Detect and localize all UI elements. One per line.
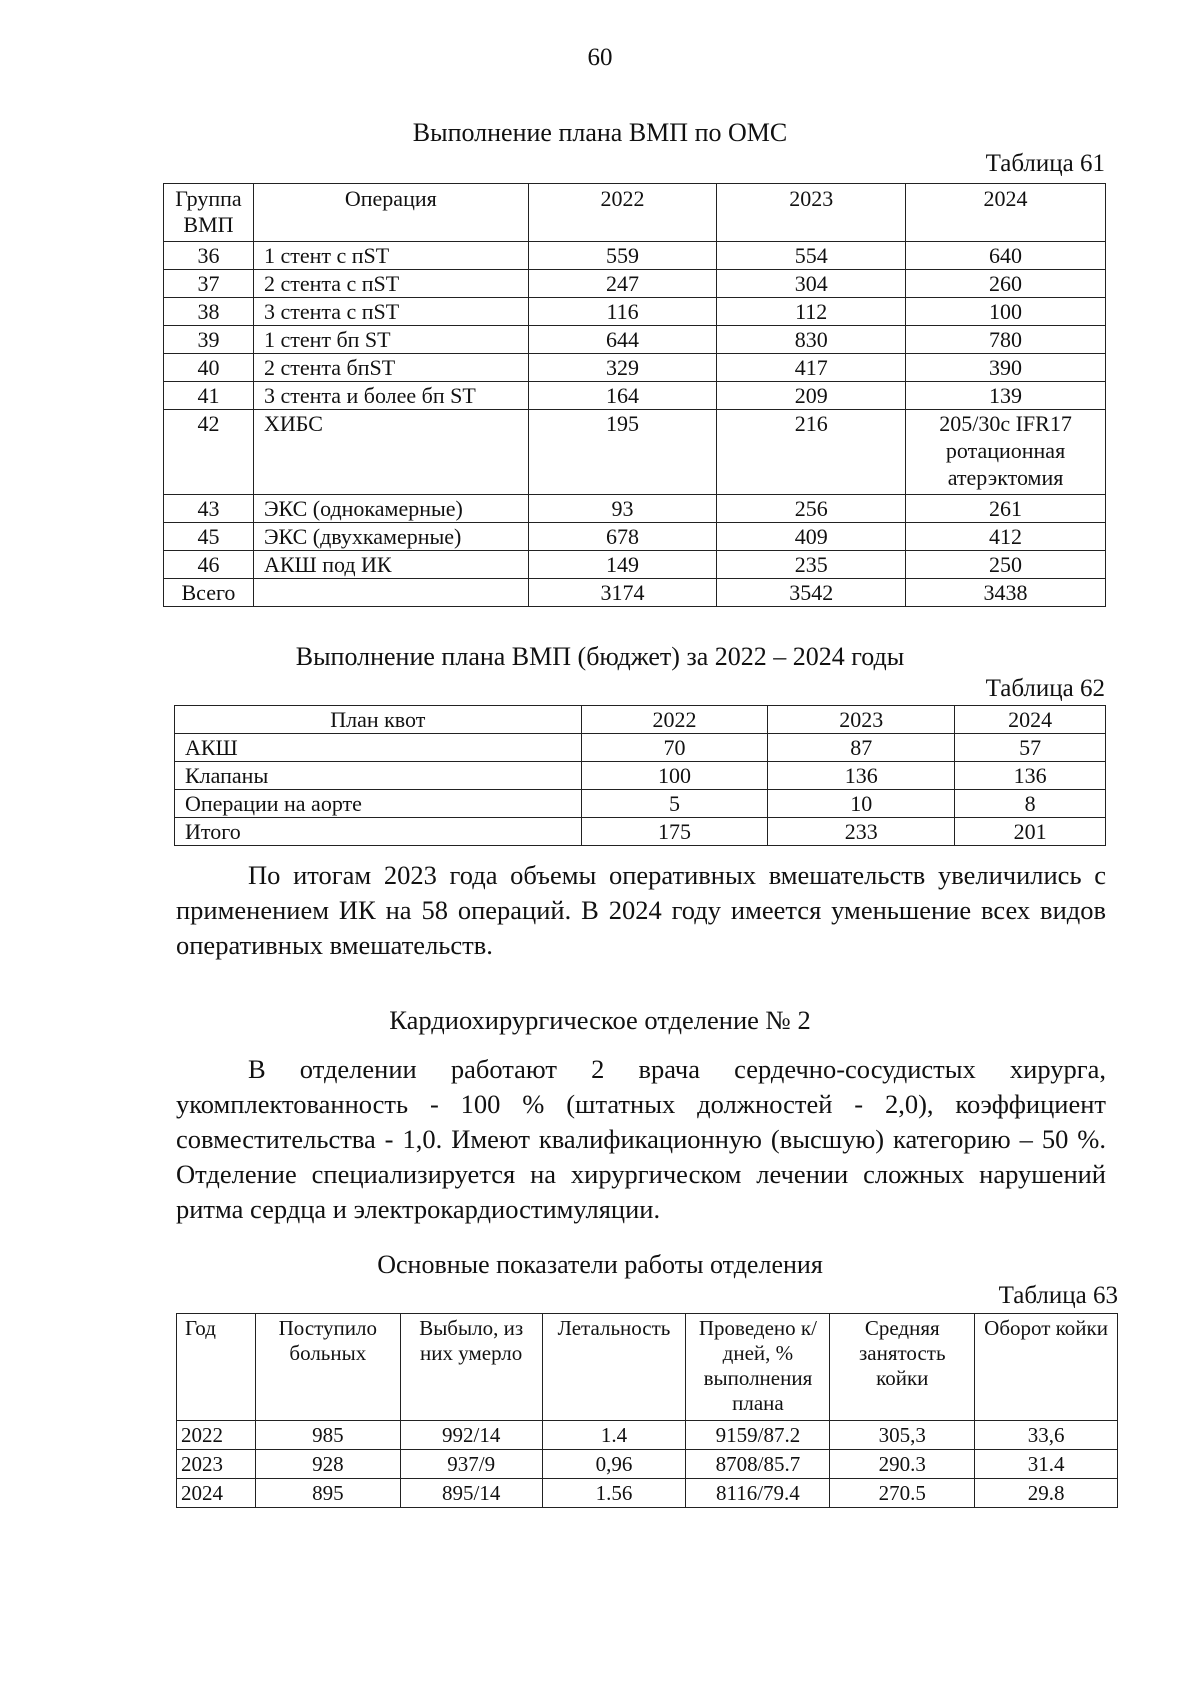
cell-year: 2024 — [177, 1479, 256, 1508]
table-row — [175, 734, 1106, 762]
cell-name: Итого — [175, 818, 582, 846]
cell-2023: 216 — [717, 410, 906, 495]
cell-2022: 247 — [528, 270, 717, 298]
table-row — [175, 790, 1106, 818]
section-heading: Кардиохирургическое отделение № 2 — [389, 1005, 811, 1035]
table-row — [177, 1421, 1118, 1450]
cell-2023: 233 — [768, 818, 955, 846]
header-cell: Выбыло, из них умерло — [400, 1314, 542, 1421]
header-cell: Поступило больных — [255, 1314, 400, 1421]
header-cell: 2022 — [581, 706, 768, 734]
cell-year: 2022 — [177, 1421, 256, 1450]
table-total-row — [164, 579, 1106, 607]
cell-2022: 116 — [528, 298, 717, 326]
cell-mortality: 1.4 — [542, 1421, 686, 1450]
cell-occupancy: 290.3 — [830, 1450, 975, 1479]
cell-group: 43 — [164, 495, 254, 523]
cell-group: 39 — [164, 326, 254, 354]
cell-turnover: 29.8 — [975, 1479, 1118, 1508]
cell-2022: 93 — [528, 495, 717, 523]
cell-2022: 70 — [581, 734, 768, 762]
header-cell: Оборот койки — [975, 1314, 1118, 1421]
header-cell: 2023 — [717, 184, 906, 242]
cell-group: 38 — [164, 298, 254, 326]
table-row — [175, 818, 1106, 846]
cell-name: Операции на аорте — [175, 790, 582, 818]
cell-mortality: 0,96 — [542, 1450, 686, 1479]
cell-name: АКШ — [175, 734, 582, 762]
cell-2023: 830 — [717, 326, 906, 354]
cell-2023: 209 — [717, 382, 906, 410]
cell-2022: 678 — [528, 523, 717, 551]
cell-2024: 260 — [906, 270, 1106, 298]
cell-turnover: 33,6 — [975, 1421, 1118, 1450]
cell-2023: 10 — [768, 790, 955, 818]
header-cell: 2023 — [768, 706, 955, 734]
cell-2024: 390 — [906, 354, 1106, 382]
cell-2022: 164 — [528, 382, 717, 410]
cell-2024: 57 — [955, 734, 1106, 762]
table-63 — [176, 1313, 1118, 1508]
cell-2023: 409 — [717, 523, 906, 551]
cell-2024: 412 — [906, 523, 1106, 551]
cell-operation: ХИБС — [253, 410, 528, 495]
table-header-row — [177, 1314, 1118, 1421]
cell-2022: 175 — [581, 818, 768, 846]
cell-operation: 3 стента и более бп ST — [253, 382, 528, 410]
cell-2023: 3542 — [717, 579, 906, 607]
table62-title: Выполнение плана ВМП (бюджет) за 2022 – 2024 годы — [295, 642, 905, 671]
cell-2024: 3438 — [906, 579, 1106, 607]
cell-2022: 5 — [581, 790, 768, 818]
cell-operation: 1 стент с пST — [253, 242, 528, 270]
table-row — [164, 298, 1106, 326]
cell-occupancy: 270.5 — [830, 1479, 975, 1508]
cell-2023: 554 — [717, 242, 906, 270]
cell-group: 46 — [164, 551, 254, 579]
table62-label: Таблица 62 — [985, 675, 1105, 702]
table-61 — [163, 183, 1106, 607]
cell-2024: 136 — [955, 762, 1106, 790]
cell-mortality: 1.56 — [542, 1479, 686, 1508]
cell-discharged: 937/9 — [400, 1450, 542, 1479]
cell-occupancy: 305,3 — [830, 1421, 975, 1450]
cell-discharged: 992/14 — [400, 1421, 542, 1450]
cell-2024: 261 — [906, 495, 1106, 523]
cell-2022: 644 — [528, 326, 717, 354]
cell-2024: 205/30с IFR17 ротационная атерэктомия — [906, 410, 1106, 495]
cell-2024: 139 — [906, 382, 1106, 410]
paragraph-text: По итогам 2023 года объемы оперативных вмешательств увеличились с применением ИК на 58 операций. В 2024 году имеется уменьшение всех видов оперативных вмешательств. — [176, 860, 1106, 960]
table-row — [164, 551, 1106, 579]
cell-2023: 112 — [717, 298, 906, 326]
table61-title: Выполнение плана ВМП по ОМС — [412, 118, 788, 147]
cell-operation: ЭКС (однокамерные) — [253, 495, 528, 523]
cell-2022: 329 — [528, 354, 717, 382]
paragraph-department — [176, 1052, 1106, 1227]
header-cell: 2024 — [955, 706, 1106, 734]
cell-2023: 256 — [717, 495, 906, 523]
cell-admitted: 928 — [255, 1450, 400, 1479]
header-cell: План квот — [175, 706, 582, 734]
table-row — [175, 762, 1106, 790]
cell-group: 42 — [164, 410, 254, 495]
table-header-row — [175, 706, 1106, 734]
paragraph-results — [176, 858, 1106, 963]
cell-operation: 1 стент бп ST — [253, 326, 528, 354]
cell-2022: 559 — [528, 242, 717, 270]
cell-2023: 417 — [717, 354, 906, 382]
page-number: 60 — [587, 44, 613, 71]
cell-group: 36 — [164, 242, 254, 270]
cell-group: 40 — [164, 354, 254, 382]
cell-2022: 100 — [581, 762, 768, 790]
table63-title: Основные показатели работы отделения — [377, 1250, 823, 1279]
table-row — [164, 326, 1106, 354]
header-cell: Летальность — [542, 1314, 686, 1421]
table-62 — [174, 705, 1106, 846]
table-row — [164, 270, 1106, 298]
cell-group: 45 — [164, 523, 254, 551]
cell-bed-days: 9159/87.2 — [686, 1421, 830, 1450]
table-row — [177, 1450, 1118, 1479]
header-cell: Год — [177, 1314, 256, 1421]
header-cell: Операция — [253, 184, 528, 242]
cell-name: Клапаны — [175, 762, 582, 790]
cell-2024: 8 — [955, 790, 1106, 818]
cell-operation: АКШ под ИК — [253, 551, 528, 579]
paragraph-text: В отделении работают 2 врача сердечно-сосудистых хирурга, укомплектованность - 100 % (штатных должностей - 2,0), коэффициент совместительства - 1,0. Имеют квалификационную (высшую) категорию – 50 %. Отделение специализируется на хирургическом лечении сложных нарушений ритма сердца и электрокардиостимуляции. — [176, 1054, 1106, 1224]
cell-2024: 640 — [906, 242, 1106, 270]
header-cell: 2022 — [528, 184, 717, 242]
cell-2022: 3174 — [528, 579, 717, 607]
cell-year: 2023 — [177, 1450, 256, 1479]
cell-operation: ЭКС (двухкамерные) — [253, 523, 528, 551]
cell-bed-days: 8708/85.7 — [686, 1450, 830, 1479]
header-cell: 2024 — [906, 184, 1106, 242]
cell-total-label: Всего — [164, 579, 254, 607]
table-row — [164, 523, 1106, 551]
cell-2023: 136 — [768, 762, 955, 790]
cell-admitted: 895 — [255, 1479, 400, 1508]
header-cell: Средняя занятость койки — [830, 1314, 975, 1421]
cell-turnover: 31.4 — [975, 1450, 1118, 1479]
cell-operation: 2 стента с пST — [253, 270, 528, 298]
header-cell: Проведено к/дней, % выполнения плана — [686, 1314, 830, 1421]
table63-label: Таблица 63 — [998, 1282, 1118, 1309]
cell-group: 41 — [164, 382, 254, 410]
cell-2024: 201 — [955, 818, 1106, 846]
cell-group: 37 — [164, 270, 254, 298]
table-row — [164, 495, 1106, 523]
cell-admitted: 985 — [255, 1421, 400, 1450]
header-cell: Группа ВМП — [164, 184, 254, 242]
table-row — [164, 382, 1106, 410]
table61-label: Таблица 61 — [985, 150, 1105, 177]
cell-bed-days: 8116/79.4 — [686, 1479, 830, 1508]
cell-2024: 780 — [906, 326, 1106, 354]
table-row — [177, 1479, 1118, 1508]
table-row — [164, 410, 1106, 495]
cell-2022: 195 — [528, 410, 717, 495]
cell-discharged: 895/14 — [400, 1479, 542, 1508]
cell-operation: 2 стента бпST — [253, 354, 528, 382]
cell-operation — [253, 579, 528, 607]
cell-2023: 304 — [717, 270, 906, 298]
table-header-row — [164, 184, 1106, 242]
cell-2024: 250 — [906, 551, 1106, 579]
cell-2023: 87 — [768, 734, 955, 762]
table-row — [164, 354, 1106, 382]
cell-2024: 100 — [906, 298, 1106, 326]
table-row — [164, 242, 1106, 270]
cell-operation: 3 стента с пST — [253, 298, 528, 326]
cell-2022: 149 — [528, 551, 717, 579]
cell-2023: 235 — [717, 551, 906, 579]
